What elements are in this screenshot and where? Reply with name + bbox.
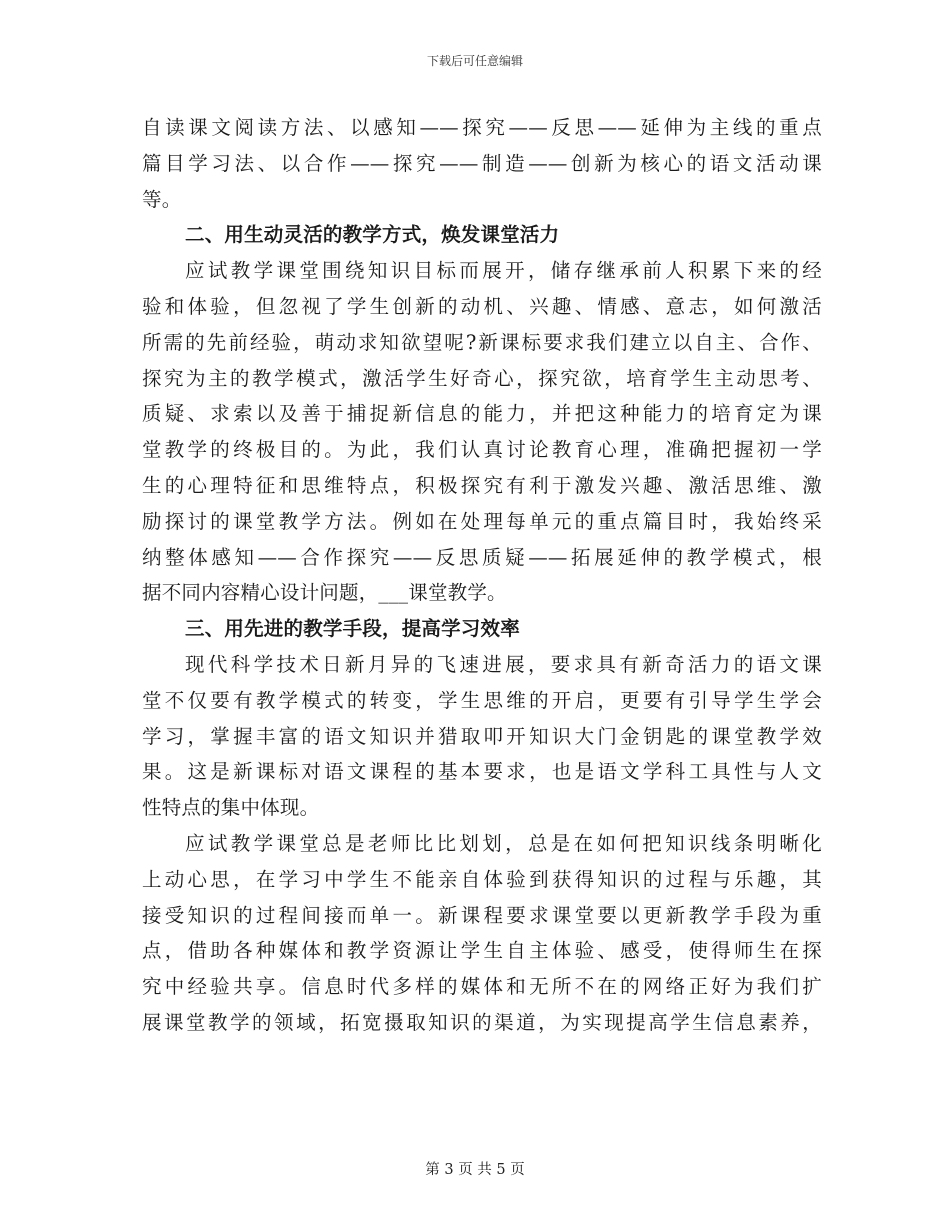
paragraph-line: 生的心理特征和思维特点，积极探究有利于激发兴趣、激活思维、激: [142, 473, 822, 497]
paragraph-line: 上动心思，在学习中学生不能亲自体验到获得知识的过程与乐趣，其: [142, 867, 822, 891]
section-heading: 三、用先进的教学手段，提高学习效率: [185, 617, 520, 641]
paragraph-line: 等。: [142, 187, 182, 211]
paragraph-line: 学习，掌握丰富的语文知识并猎取叩开知识大门金钥匙的课堂教学效: [142, 724, 822, 748]
paragraph-line: 篇目学习法、以合作——探究——制造——创新为核心的语文活动课: [142, 151, 822, 175]
paragraph-line: 究中经验共享。信息时代多样的媒体和无所不在的网络正好为我们扩: [142, 975, 822, 999]
paragraph-line: 应试教学课堂总是老师比比划划，总是在如何把知识线条明晰化: [185, 831, 822, 855]
paragraph-line: 应试教学课堂围绕知识目标而展开，储存继承前人积累下来的经: [185, 259, 822, 283]
paragraph-line: 所需的先前经验，萌动求知欲望呢?新课标要求我们建立以自主、合作、: [142, 330, 822, 354]
page-number-footer: 第 3 页 共 5 页: [425, 1162, 525, 1178]
paragraph-line: 自读课文阅读方法、以感知——探究——反思——延伸为主线的重点: [142, 116, 822, 139]
paragraph-line: 堂教学的终极目的。为此，我们认真讨论教育心理，准确把握初一学: [142, 438, 822, 462]
paragraph-line: 接受知识的过程间接而单一。新课程要求课堂要以更新教学手段为重: [142, 903, 822, 927]
paragraph-line: 展课堂教学的领域，拓宽摄取知识的渠道，为实现提高学生信息素养，: [142, 1010, 822, 1034]
paragraph-line: 质疑、求索以及善于捕捉新信息的能力，并把这种能力的培育定为课: [142, 402, 822, 426]
paragraph-line: 探究为主的教学模式，激活学生好奇心，探究欲，培育学生主动思考、: [142, 366, 822, 390]
paragraph-line: 纳整体感知——合作探究——反思质疑——拓展延伸的教学模式，根: [142, 545, 822, 569]
page-header: 下载后可任意编辑: [426, 54, 523, 68]
paragraph-line: 堂不仅要有教学模式的转变，学生思维的开启，更要有引导学生学会: [142, 688, 822, 712]
paragraph-line: 点，借助各种媒体和教学资源让学生自主体验、感受，使得师生在探: [142, 939, 822, 963]
paragraph-line: 性特点的集中体现。: [142, 796, 320, 820]
paragraph-line: 果。这是新课标对语文课程的基本要求，也是语文学科工具性与人文: [142, 760, 822, 784]
paragraph-line: 验和体验，但忽视了学生创新的动机、兴趣、情感、意志，如何激活: [142, 294, 822, 318]
paragraph-line: 现代科学技术日新月异的飞速进展，要求具有新奇活力的语文课: [185, 652, 822, 676]
document-body: [142, 110, 822, 1041]
paragraph-line: 励探讨的课堂教学方法。例如在处理每单元的重点篇目时，我始终采: [142, 509, 822, 533]
section-heading: 二、用生动灵活的教学方式，焕发课堂活力: [185, 223, 560, 247]
paragraph-line: 据不同内容精心设计问题，___课堂教学。: [142, 581, 507, 605]
